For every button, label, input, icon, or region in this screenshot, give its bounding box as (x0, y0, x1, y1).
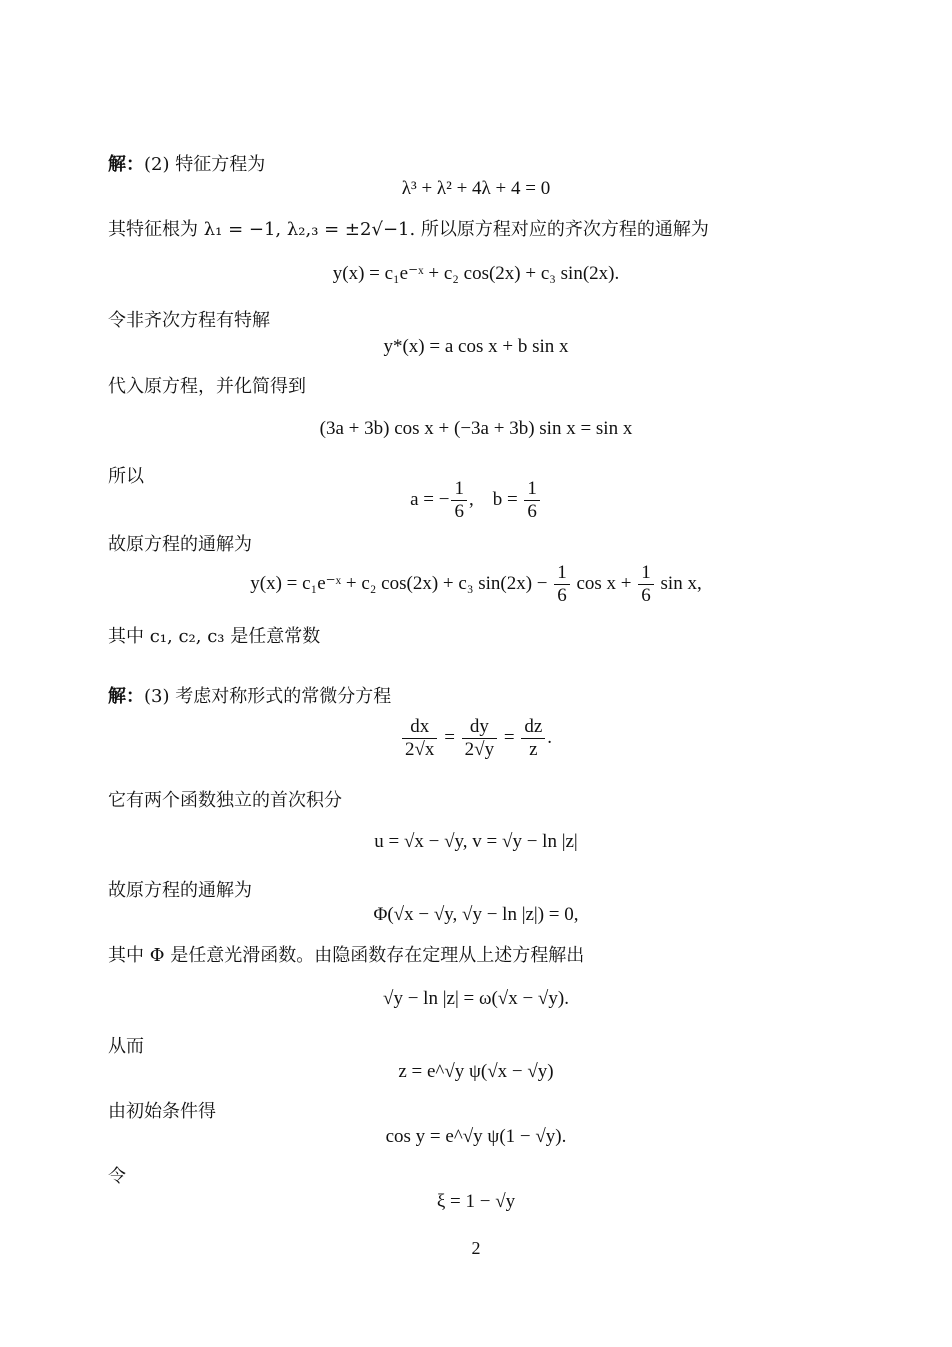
fraction-dy (462, 716, 497, 761)
solution-label: 解： (108, 686, 144, 707)
z-expression: z = e^√y ψ(√x − √y) (398, 1061, 554, 1082)
fraction-dz (521, 716, 545, 761)
numerator: dx (402, 716, 437, 739)
substitute-text: 代入原方程，并化简得到 (108, 376, 306, 397)
numerator: 1 (451, 478, 467, 501)
general-solution (0, 562, 952, 607)
general-solution-3: Φ(√x − √y, √y − ln |z|) = 0, (373, 904, 579, 925)
page-number: 2 (471, 1238, 481, 1258)
particular-solution-form: y*(x) = a cos x + b sin x (383, 336, 569, 357)
general-solution-part3: sin x, (660, 572, 702, 594)
homogeneous-solution: y(x) = c₁e⁻ˣ + c₂ cos(2x) + c₃ sin(2x). (332, 263, 620, 284)
denominator: z (529, 739, 538, 760)
general-solution-part1: y(x) = c₁e⁻ˣ + c₂ cos(2x) + c₃ sin(2x) − (250, 572, 548, 594)
denominator: 6 (454, 501, 464, 522)
denominator: 2√y (464, 739, 495, 760)
fraction-one-sixth (638, 562, 654, 607)
therefore-text: 所以 (108, 466, 144, 487)
coef-a-label: a = − (410, 488, 450, 510)
characteristic-roots-text: 其特征根为 λ₁ = −1, λ₂,₃ = ±2√−1. 所以原方程对应的齐次方程的通解为 (108, 219, 709, 240)
section-3-heading (108, 682, 391, 708)
denominator: 6 (557, 585, 567, 606)
solution-label: 解： (108, 154, 144, 175)
numerator: dz (521, 716, 545, 739)
fraction-one-sixth (554, 562, 570, 607)
denominator: 6 (527, 501, 537, 522)
section-2-title: (2) 特征方程为 (144, 154, 266, 175)
initial-condition-text: 由初始条件得 (108, 1101, 216, 1122)
general-solution-intro-3: 故原方程的通解为 (108, 880, 252, 901)
initial-condition-equation: cos y = e^√y ψ(1 − √y). (385, 1126, 567, 1147)
numerator: dy (462, 716, 497, 739)
numerator: 1 (638, 562, 654, 585)
thus-text: 从而 (108, 1036, 144, 1057)
denominator: 2√x (405, 739, 435, 760)
implicit-function-text: 其中 Φ 是任意光滑函数。由隐函数存在定理从上述方程解出 (108, 945, 585, 966)
simplified-equation: (3a + 3b) cos x + (−3a + 3b) sin x = sin x (319, 418, 633, 439)
first-integrals: u = √x − √y, v = √y − ln |z| (374, 831, 578, 852)
fraction-dx (402, 716, 437, 761)
constants-text: 其中 c₁, c₂, c₃ 是任意常数 (108, 626, 321, 647)
particular-solution-intro: 令非齐次方程有特解 (108, 310, 270, 331)
first-integrals-text: 它有两个函数独立的首次积分 (108, 790, 342, 811)
numerator: 1 (524, 478, 540, 501)
symmetric-ode: $\frac{dx}{2√x}$ = $\frac{dy}{2√y}$ = $\frac{dz}{z}$ . (0, 716, 952, 761)
numerator: 1 (554, 562, 570, 585)
coefficient-values: a = − $\frac{1}{6}$ , b = $\frac{1}{6}$ (0, 478, 952, 523)
characteristic-equation: λ³ + λ² + 4λ + 4 = 0 (401, 178, 551, 199)
coef-b-label: b = (492, 488, 518, 510)
general-solution-intro: 故原方程的通解为 (108, 534, 252, 555)
general-solution-part2: cos x + (576, 572, 632, 594)
xi-definition: ξ = 1 − √y (436, 1191, 516, 1212)
implicit-solution: √y − ln |z| = ω(√x − √y). (383, 988, 569, 1009)
fraction-one-sixth (451, 478, 467, 523)
section-3-title: (3) 考虑对称形式的常微分方程 (144, 686, 392, 707)
denominator: 6 (641, 585, 651, 606)
fraction-one-sixth (524, 478, 540, 523)
section-2-heading (108, 150, 265, 176)
let-text: 令 (108, 1166, 126, 1187)
